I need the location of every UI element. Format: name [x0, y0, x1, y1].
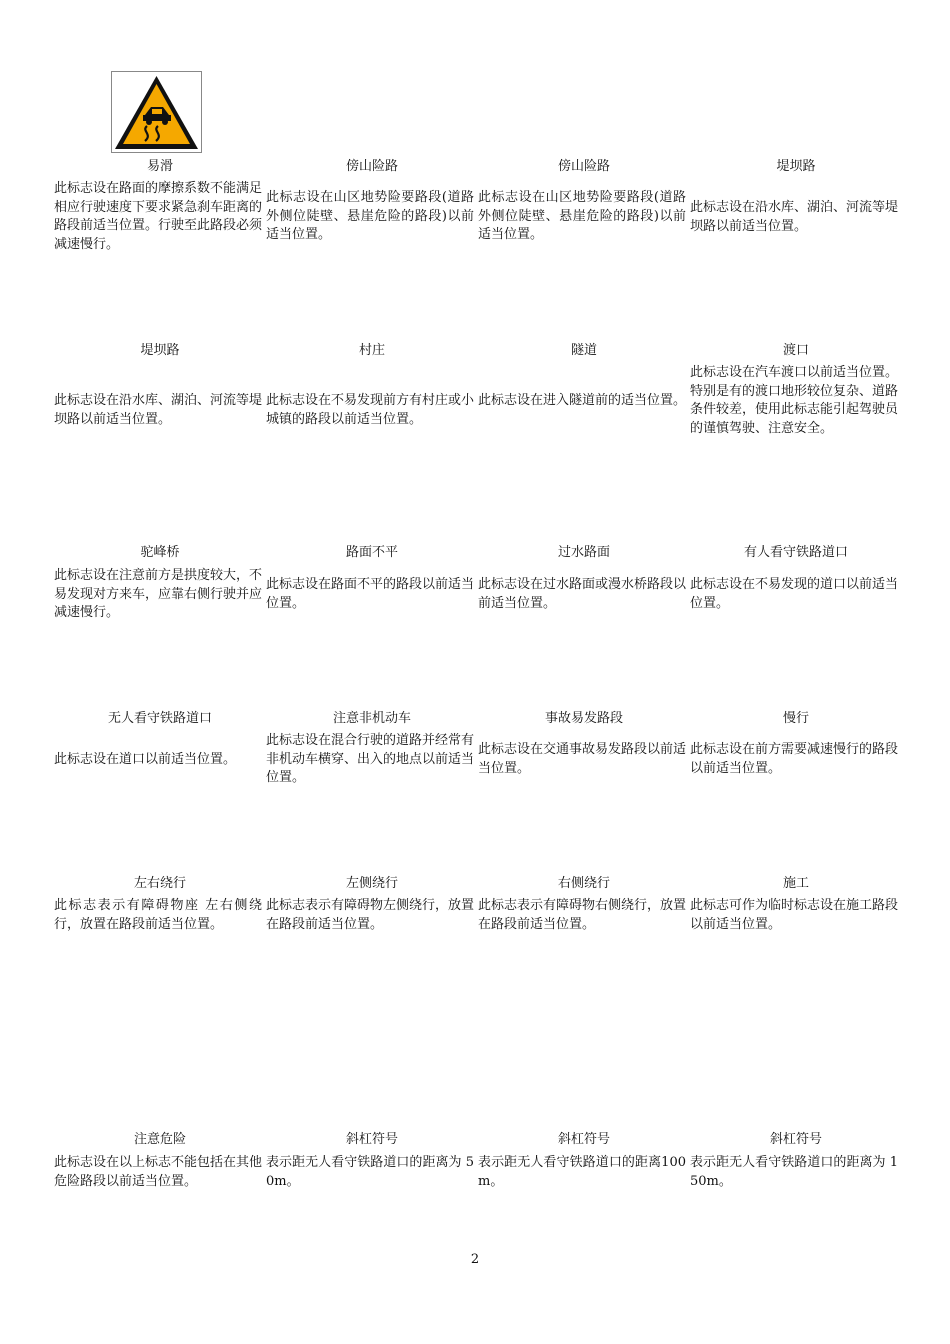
sign-description: 此标志设在以上标志不能包括在其他危险路段以前适当位置。 — [54, 1155, 263, 1189]
sign-description: 此标志设在前方需要减速慢行的路段以前适当位置。 — [690, 742, 899, 776]
sign-title: 注意危险 — [133, 1132, 186, 1147]
sign-description: 此标志设在山区地势险要路段(道路外侧位陡壁、悬崖危险的路段)以前适当位置。 — [478, 190, 686, 242]
sign-description: 此标志设在路面不平的路段以前适当位置。 — [266, 577, 475, 611]
sign-description: 此标志设在不易发现的道口以前适当位置。 — [690, 577, 899, 611]
sign-title: 隧道 — [570, 343, 597, 358]
sign-description: 此标志可作为临时标志设在施工路段以前适当位置。 — [690, 898, 899, 932]
sign-title: 堤坝路 — [140, 343, 180, 358]
sign-description: 此标志设在路面的摩擦系数不能满足相应行驶速度下要求紧急刹车距离的路段前适当位置。行驶至此路段必须减速慢行。 — [54, 181, 263, 252]
sign-description: 此标志设在沿水库、湖泊、河流等堤坝路以前适当位置。 — [690, 200, 899, 234]
sign-description: 表示距无人看守铁路道口的距离为 150m。 — [690, 1155, 898, 1189]
sign-description: 此标志表示有障碍物右侧绕行，放置在路段前适当位置。 — [478, 898, 687, 932]
sign-description: 此标志设在不易发现前方有村庄或小城镇的路段以前适当位置。 — [266, 393, 475, 427]
sign-description: 表示距无人看守铁路道口的距离为 50m。 — [266, 1155, 474, 1189]
sign-title: 路面不平 — [345, 545, 398, 560]
sign-title: 慢行 — [782, 711, 809, 726]
sign-description: 此标志设在进入隧道前的适当位置。 — [478, 393, 687, 408]
sign-title: 施工 — [782, 876, 809, 891]
sign-description: 此标志设在注意前方是拱度较大，不易发现对方来车，应靠右侧行驶并应减速慢行。 — [54, 568, 263, 620]
sign-title: 易滑 — [146, 159, 173, 174]
sign-description: 此标志设在交通事故易发路段以前适当位置。 — [478, 742, 687, 776]
sign-title: 堤坝路 — [776, 159, 816, 174]
sign-title: 斜杠符号 — [345, 1132, 398, 1147]
sign-title: 左侧绕行 — [345, 876, 398, 891]
sign-description: 此标志设在沿水库、湖泊、河流等堤坝路以前适当位置。 — [54, 393, 263, 427]
sign-title: 斜杠符号 — [769, 1132, 822, 1147]
sign-title: 注意非机动车 — [332, 711, 411, 726]
sign-description: 此标志设在山区地势险要路段(道路外侧位陡壁、悬崖危险的路段)以前适当位置。 — [266, 190, 474, 242]
sign-title: 无人看守铁路道口 — [107, 711, 212, 726]
sign-description: 此标志设在汽车渡口以前适当位置。特别是有的渡口地形较位复杂、道路条件较差，使用此标志能引起驾驶员的谨慎驾驶、注意安全。 — [690, 365, 899, 436]
sign-title: 傍山险路 — [557, 159, 610, 174]
page-number: 2 — [470, 1252, 480, 1267]
sign-description: 此标志表示有障碍物左侧绕行，放置在路段前适当位置。 — [266, 898, 475, 932]
sign-title: 有人看守铁路道口 — [743, 545, 848, 560]
slippery-road-sign-icon — [111, 71, 202, 153]
sign-description: 此标志设在过水路面或漫水桥路段以前适当位置。 — [478, 577, 687, 611]
sign-title: 渡口 — [782, 343, 809, 358]
sign-title: 右侧绕行 — [557, 876, 610, 891]
sign-description: 此标志设在混合行驶的道路并经常有非机动车横穿、出入的地点以前适当位置。 — [266, 733, 475, 785]
sign-description: 此标志表示有障碍物座 左右侧绕行，放置在路段前适当位置。 — [54, 898, 262, 932]
sign-title: 傍山险路 — [345, 159, 398, 174]
sign-title: 村庄 — [358, 343, 385, 358]
sign-description: 表示距无人看守铁路道口的距离100m。 — [478, 1155, 686, 1189]
sign-title: 事故易发路段 — [544, 711, 623, 726]
sign-title: 驼峰桥 — [140, 545, 180, 560]
sign-title: 左右绕行 — [133, 876, 186, 891]
sign-title: 过水路面 — [557, 545, 610, 560]
sign-title: 斜杠符号 — [557, 1132, 610, 1147]
sign-description: 此标志设在道口以前适当位置。 — [54, 752, 237, 767]
